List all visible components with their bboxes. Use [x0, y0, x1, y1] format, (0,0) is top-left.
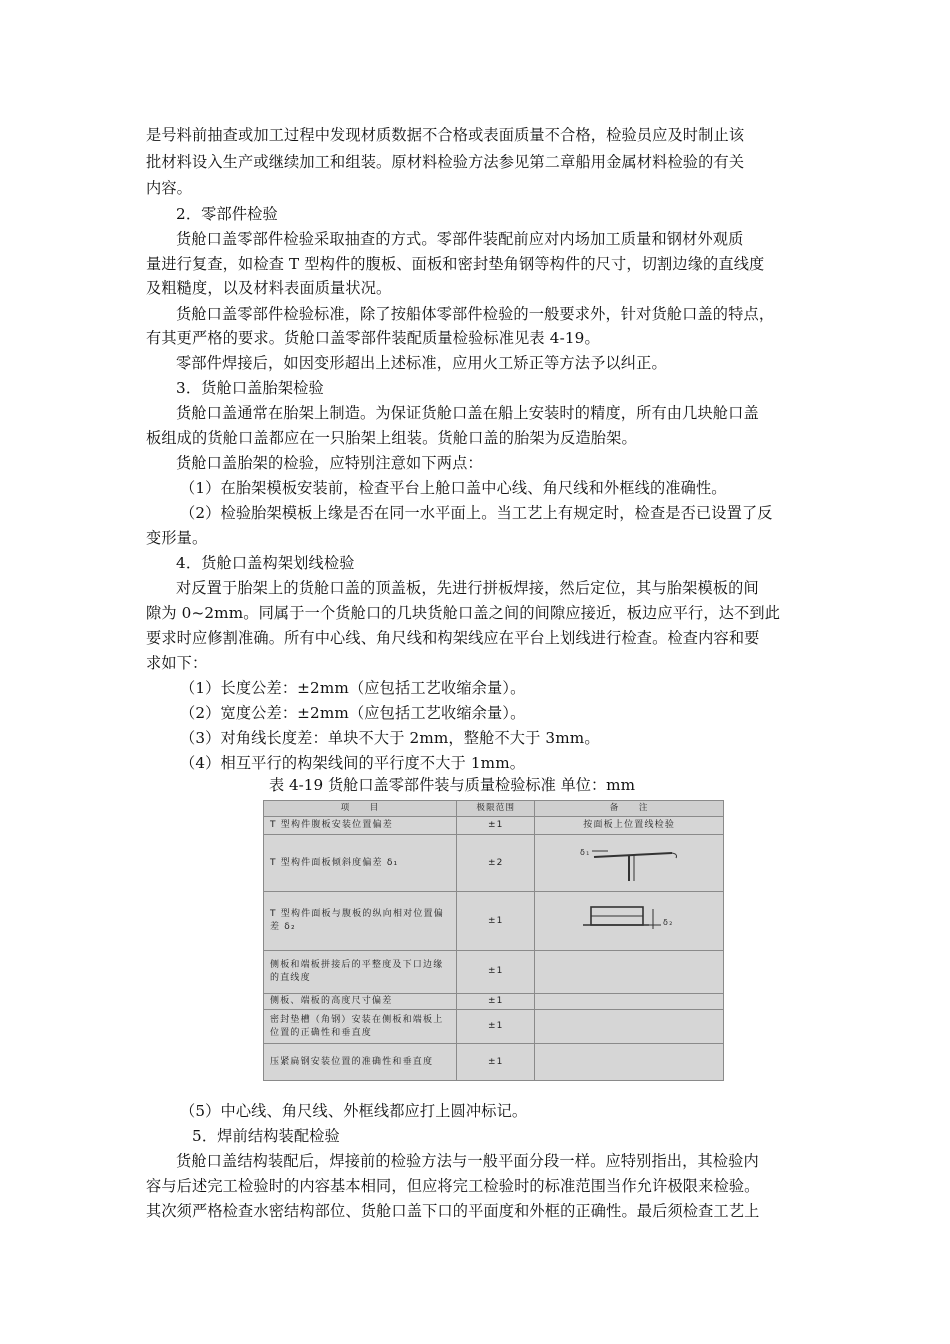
- paragraph-line: 量进行复查，如检查 T 型构件的腹板、面板和密封垫角钢等构件的尺寸，切割边缘的直线度: [146, 255, 765, 273]
- row-limit: ±1: [457, 1044, 535, 1081]
- table-row: [264, 817, 724, 835]
- paragraph-line: 零部件焊接后，如因变形超出上述标准，应用火工矫正等方法予以纠正。: [176, 354, 667, 372]
- table-row: [264, 1044, 724, 1081]
- row-note: [535, 951, 724, 994]
- section-heading: 3．货舱口盖胎架检验: [176, 379, 324, 397]
- row-limit: ±1: [457, 1009, 535, 1043]
- paragraph-line: 批材料设入生产或继续加工和组装。原材料检验方法参见第二章船用金属材料检验的有关: [146, 153, 745, 171]
- table-row: [264, 835, 724, 892]
- paragraph-line: 货舱口盖通常在胎架上制造。为保证货舱口盖在船上安装时的精度，所有由几块舱口盖: [176, 404, 759, 422]
- paragraph-line: 板组成的货舱口盖都应在一只胎架上组装。货舱口盖的胎架为反造胎架。: [146, 429, 637, 447]
- paragraph-line: 要求时应修割准确。所有中心线、角尺线和构架线应在平台上划线进行检查。检查内容和要: [146, 629, 760, 647]
- table-header-row: [264, 801, 724, 817]
- table-row: [264, 951, 724, 994]
- row-item: 密封垫槽（角钢）安装在侧板和端板上位置的正确性和垂直度: [264, 1009, 457, 1043]
- section-heading: 2．零部件检验: [176, 205, 278, 223]
- row-note: 按面板上位置线检验: [535, 817, 724, 835]
- row-note: [535, 993, 724, 1009]
- list-item: （1）在胎架模板安装前，检查平台上舱口盖中心线、角尺线和外框线的准确性。: [180, 479, 727, 497]
- paragraph-line: 及粗糙度，以及材料表面质量状况。: [146, 279, 392, 297]
- delta2-label: δ₂: [663, 918, 674, 928]
- paragraph-line: 有其更严格的要求。货舱口盖零部件装配质量检验标准见表 4-19。: [146, 329, 600, 347]
- row-item: T 型构件面板倾斜度偏差 δ₁: [264, 835, 457, 892]
- offset-flange-diagram: [569, 901, 689, 941]
- list-item: （1）长度公差：±2mm（应包括工艺收缩余量）。: [180, 679, 526, 697]
- row-item: 侧板、端板的高度尺寸偏差: [264, 993, 457, 1009]
- tilted-flange-diagram: [574, 843, 684, 883]
- paragraph-line: 变形量。: [146, 529, 208, 547]
- row-limit: ±2: [457, 835, 535, 892]
- list-item: （4）相互平行的构架线间的平行度不大于 1mm。: [180, 754, 526, 772]
- paragraph-line: 货舱口盖结构装配后，焊接前的检验方法与一般平面分段一样。应特别指出，其检验内: [176, 1152, 759, 1170]
- row-limit: ±1: [457, 993, 535, 1009]
- paragraph-line: 货舱口盖零部件检验标准，除了按船体零部件检验的一般要求外，针对货舱口盖的特点，: [176, 305, 775, 323]
- section-heading: 5．焊前结构装配检验: [192, 1127, 340, 1145]
- table-row: [264, 993, 724, 1009]
- paragraph-line: 货舱口盖零部件检验采取抽查的方式。零部件装配前应对内场加工质量和钢材外观质: [176, 230, 744, 248]
- table-row: [264, 1009, 724, 1043]
- table-caption: 表 4-19 货舱口盖零部件装与质量检验标准 单位：mm: [269, 776, 635, 794]
- list-item: （2）宽度公差：±2mm（应包括工艺收缩余量）。: [180, 704, 526, 722]
- row-note: [535, 835, 724, 892]
- header-limit: 极限范围: [457, 801, 535, 817]
- row-item: T 型构件面板与腹板的纵向相对位置偏差 δ₂: [264, 892, 457, 951]
- row-limit: ±1: [457, 951, 535, 994]
- list-item: （5）中心线、角尺线、外框线都应打上圆冲标记。: [180, 1102, 528, 1120]
- paragraph-line: 是号料前抽查或加工过程中发现材质数据不合格或表面质量不合格，检验员应及时制止该: [146, 126, 745, 144]
- section-heading: 4．货舱口盖构架划线检验: [176, 554, 355, 572]
- row-note: [535, 892, 724, 951]
- paragraph-line: 内容。: [146, 179, 193, 197]
- row-item: T 型构件腹板安装位置偏差: [264, 817, 457, 835]
- paragraph-line: 货舱口盖胎架的检验，应特别注意如下两点：: [176, 454, 483, 472]
- list-item: （3）对角线长度差：单块不大于 2mm，整舱不大于 3mm。: [180, 729, 600, 747]
- header-item: 项 目: [264, 801, 457, 817]
- delta1-label: δ₁: [580, 848, 591, 858]
- paragraph-line: 求如下：: [146, 654, 208, 672]
- paragraph-line: 隙为 0~2mm。同属于一个货舱口的几块货舱口盖之间的间隙应接近，板边应平行，达不到此: [146, 604, 781, 622]
- paragraph-line: 对反置于胎架上的货舱口盖的顶盖板，先进行拼板焊接，然后定位，其与胎架模板的间: [176, 579, 759, 597]
- row-limit: ±1: [457, 892, 535, 951]
- inspection-standard-table: [263, 800, 724, 1081]
- table-row: [264, 892, 724, 951]
- row-note: [535, 1044, 724, 1081]
- row-limit: ±1: [457, 817, 535, 835]
- header-note: 备 注: [535, 801, 724, 817]
- row-item: 侧板和端板拼接后的平整度及下口边缘的直线度: [264, 951, 457, 994]
- list-item: （2）检验胎架模板上缘是否在同一水平面上。当工艺上有规定时，检查是否已设置了反: [180, 504, 773, 522]
- row-item: 压紧扁钢安装位置的准确性和垂直度: [264, 1044, 457, 1081]
- paragraph-line: 其次须严格检查水密结构部位、货舱口盖下口的平面度和外框的正确性。最后须检查工艺上: [146, 1202, 760, 1220]
- row-note: [535, 1009, 724, 1043]
- paragraph-line: 容与后述完工检验时的内容基本相同，但应将完工检验时的标准范围当作允许极限来检验。: [146, 1177, 760, 1195]
